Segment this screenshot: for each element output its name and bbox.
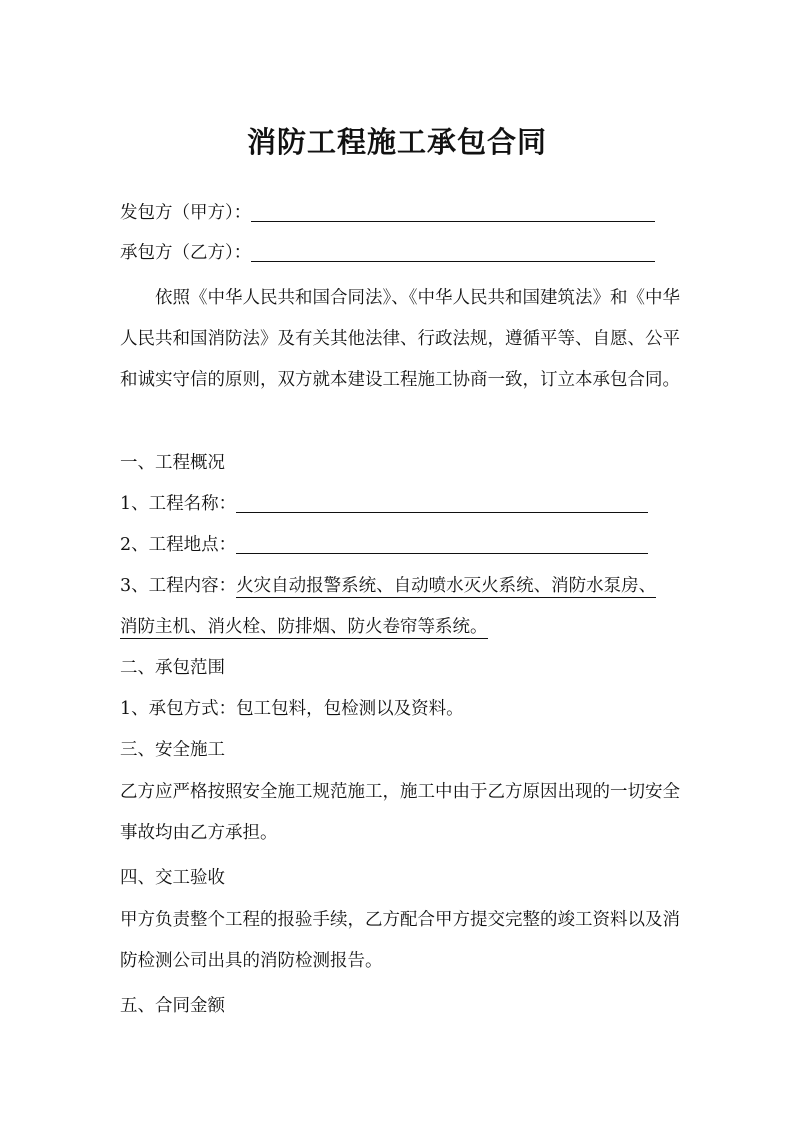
project-location-line — [120, 532, 648, 558]
section-3-heading: 三、安全施工 — [120, 740, 225, 760]
section-4-paragraph — [120, 900, 680, 982]
section-5-heading: 五、合同金额 — [120, 996, 225, 1016]
section-1-heading: 一、工程概况 — [120, 453, 225, 473]
party-a-blank[interactable] — [251, 201, 655, 222]
project-name-line — [120, 491, 648, 517]
party-b-blank[interactable] — [251, 241, 655, 262]
preamble-text: 依照《中华人民共和国合同法》、《中华人民共和国建筑法》和《中华人民共和国消防法》及有关其他法律、行政法规，遵循平等、自愿、公平和诚实守信的原则，双方就本建设工程施工协商一致，订立本承包合同。 — [120, 288, 680, 390]
section-2-heading: 二、承包范围 — [120, 658, 225, 678]
project-location-label: 2、工程地点： — [120, 535, 237, 555]
party-b-label: 承包方（乙方）： — [120, 243, 252, 263]
section-3-paragraph — [120, 772, 680, 854]
project-content-line-2 — [120, 614, 488, 640]
preamble-paragraph — [120, 278, 680, 401]
project-content-value-2: 消防主机、消火栓、防排烟、防火卷帘等系统。 — [120, 617, 488, 637]
contract-method-line: 1、承包方式：包工包料，包检测以及资料。 — [120, 699, 464, 719]
party-b-line — [120, 240, 655, 266]
project-content-label: 3、工程内容： — [120, 576, 237, 596]
document-title: 消防工程施工承包合同 — [246, 125, 547, 159]
section-4-text: 甲方负责整个工程的报验手续，乙方配合甲方提交完整的竣工资料以及消防检测公司出具的消防检测报告。 — [120, 910, 680, 971]
project-name-blank[interactable] — [236, 492, 648, 513]
project-name-label: 1、工程名称： — [120, 494, 237, 514]
project-content-value-1: 火灾自动报警系统、自动喷水灭火系统、消防水泵房、 — [236, 576, 657, 596]
party-a-line — [120, 200, 655, 226]
section-3-text: 乙方应严格按照安全施工规范施工，施工中由于乙方原因出现的一切安全事故均由乙方承担。 — [120, 782, 680, 843]
party-a-label: 发包方（甲方）： — [120, 203, 252, 223]
section-4-heading: 四、交工验收 — [120, 868, 225, 888]
project-location-blank[interactable] — [236, 533, 648, 554]
project-content-line-1 — [120, 573, 656, 599]
